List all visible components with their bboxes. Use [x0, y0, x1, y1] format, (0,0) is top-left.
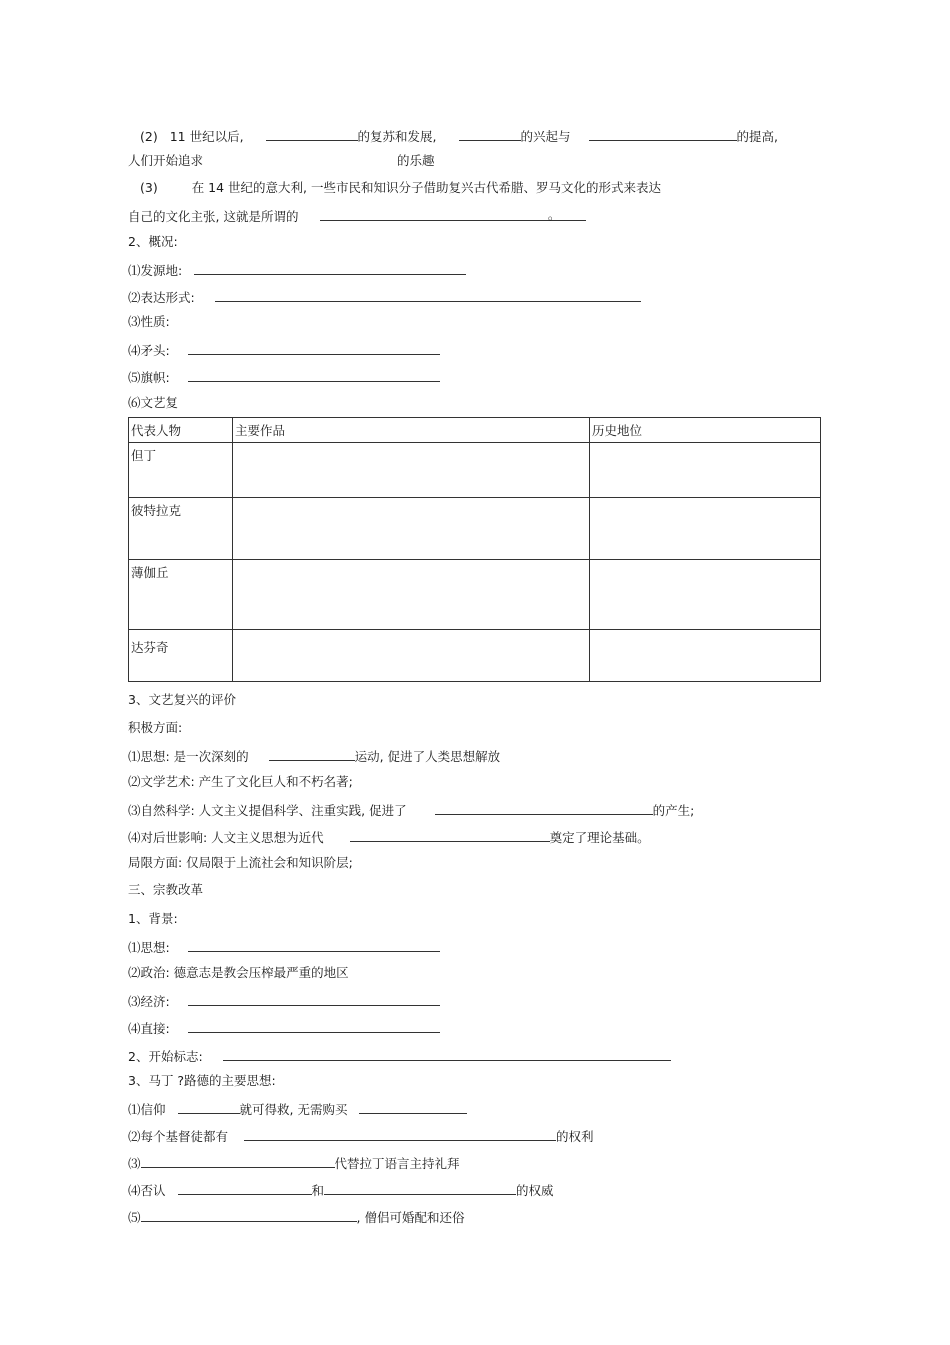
label: ⑷矛头: — [128, 343, 170, 358]
fill-blank[interactable] — [459, 127, 521, 141]
item-number: (3) — [140, 180, 158, 195]
fill-blank[interactable] — [178, 1181, 312, 1195]
text: ⑸ — [128, 1210, 141, 1225]
nature-row: ⑶性质: — [128, 314, 170, 329]
fill-blank[interactable] — [141, 1208, 357, 1222]
works-cell[interactable] — [233, 498, 590, 560]
text: 的复苏和发展, — [357, 129, 437, 144]
header-status: 历史地位 — [590, 418, 821, 443]
text: 的提高, — [736, 129, 778, 144]
luther-title: 3、马丁 ?路德的主要思想: — [128, 1073, 276, 1088]
fill-blank[interactable] — [359, 1100, 467, 1114]
fill-blank[interactable] — [266, 127, 358, 141]
luther-1 — [128, 1100, 467, 1118]
figure-name: 薄伽丘 — [129, 560, 233, 630]
table-row — [129, 560, 821, 630]
fill-blank[interactable] — [188, 368, 440, 382]
bg-politics: ⑵政治: 德意志是教会压榨最严重的地区 — [128, 965, 349, 980]
text: 在 14 世纪的意大利, 一些市民和知识分子借助复兴古代希腊、罗马文化的形式来表达 — [191, 180, 662, 195]
figure-name: 达芬奇 — [129, 630, 233, 682]
status-cell[interactable] — [590, 498, 821, 560]
works-cell[interactable] — [233, 443, 590, 498]
fill-blank[interactable] — [589, 127, 737, 141]
text: 的权利 — [556, 1129, 594, 1144]
figure-name: 但丁 — [129, 443, 233, 498]
fill-blank[interactable] — [324, 1181, 516, 1195]
status-cell[interactable] — [590, 630, 821, 682]
fill-blank[interactable] — [188, 1019, 440, 1033]
fill-blank[interactable] — [188, 341, 440, 355]
fill-blank[interactable] — [223, 1047, 671, 1061]
renaissance-cause-2b — [128, 153, 435, 169]
renaissance-cause-3b — [128, 207, 586, 225]
spearhead-row — [128, 341, 440, 359]
renaissance-figures-table — [128, 417, 821, 682]
status-cell[interactable] — [590, 443, 821, 498]
luther-5 — [128, 1208, 464, 1226]
table-row — [129, 443, 821, 498]
luther-2 — [128, 1127, 594, 1145]
text: ⑵每个基督徒都有 — [128, 1129, 229, 1144]
background-title: 1、背景: — [128, 911, 178, 926]
text: 自己的文化主张, 这就是所谓的 — [128, 209, 299, 224]
fill-blank[interactable] — [188, 938, 440, 952]
text: 的权威 — [516, 1183, 554, 1198]
bg-direct — [128, 1019, 440, 1037]
text: ⑶自然科学: 人文主义提倡科学、注重实践, 促进了 — [128, 803, 407, 818]
renaissance-cause-2 — [140, 127, 778, 145]
table-row — [129, 498, 821, 560]
works-cell[interactable] — [233, 630, 590, 682]
text: ⑷对后世影响: 人文主义思想为近代 — [128, 830, 324, 845]
label: ⑷直接: — [128, 1021, 170, 1036]
text: 的乐趣 — [397, 153, 435, 168]
eval-thought — [128, 747, 500, 765]
text: 代替拉丁语言主持礼拜 — [334, 1156, 460, 1171]
text: 的产生; — [652, 803, 695, 818]
text: ⑴信仰 — [128, 1102, 166, 1117]
text: 和 — [311, 1183, 325, 1198]
label: ⑶经济: — [128, 994, 170, 1009]
item-number: (2) — [140, 129, 158, 144]
fill-blank[interactable] — [141, 1154, 335, 1168]
positive-label: 积极方面: — [128, 720, 183, 735]
fill-blank[interactable] — [320, 207, 586, 221]
fill-blank[interactable] — [194, 261, 466, 275]
figure-name: 彼特拉克 — [129, 498, 233, 560]
label: ⑸旗帜: — [128, 370, 170, 385]
form-row — [128, 288, 641, 306]
works-cell[interactable] — [233, 560, 590, 630]
text: 的兴起与 — [520, 129, 571, 144]
header-figure: 代表人物 — [129, 418, 233, 443]
text: ⑴思想: 是一次深刻的 — [128, 749, 249, 764]
label: ⑵表达形式: — [128, 290, 195, 305]
fill-blank[interactable] — [188, 992, 440, 1006]
text: 就可得救, 无需购买 — [239, 1102, 348, 1117]
eval-science — [128, 801, 694, 819]
text: 运动, 促进了人类思想解放 — [354, 749, 501, 764]
header-works: 主要作品 — [233, 418, 590, 443]
label: ⑴发源地: — [128, 263, 183, 278]
text: 奠定了理论基础。 — [549, 830, 650, 845]
text: 。 — [547, 207, 561, 222]
limit-row: 局限方面: 仅局限于上流社会和知识阶层; — [128, 855, 353, 870]
label: 2、开始标志: — [128, 1049, 203, 1064]
status-cell[interactable] — [590, 560, 821, 630]
start-sign — [128, 1047, 671, 1065]
fill-blank[interactable] — [178, 1100, 240, 1114]
section-title: 3、文艺复兴的评价 — [128, 692, 236, 707]
table-header-row — [129, 418, 821, 443]
fill-blank[interactable] — [435, 801, 653, 815]
text: , 僧侣可婚配和还俗 — [356, 1210, 465, 1225]
text: 人们开始追求 — [128, 153, 204, 168]
renaissance-cause-3 — [140, 180, 661, 196]
banner-row — [128, 368, 440, 386]
bg-economy — [128, 992, 440, 1010]
text: 11 世纪以后, — [169, 129, 244, 144]
section-title: 2、概况: — [128, 234, 178, 249]
table-row — [129, 630, 821, 682]
text: ⑷否认 — [128, 1183, 166, 1198]
luther-3 — [128, 1154, 460, 1172]
section-heading: 三、宗教改革 — [128, 882, 204, 897]
fill-blank[interactable] — [215, 288, 641, 302]
fill-blank[interactable] — [244, 1127, 556, 1141]
eval-influence — [128, 828, 650, 846]
eval-literature: ⑵文学艺术: 产生了文化巨人和不朽名著; — [128, 774, 353, 789]
bg-thought — [128, 938, 440, 956]
text: ⑶ — [128, 1156, 141, 1171]
label: ⑴思想: — [128, 940, 170, 955]
origin-row — [128, 261, 466, 279]
fill-blank[interactable] — [350, 828, 550, 842]
fill-blank[interactable] — [269, 747, 355, 761]
luther-4 — [128, 1181, 554, 1199]
works-row: ⑹文艺复 — [128, 395, 179, 410]
